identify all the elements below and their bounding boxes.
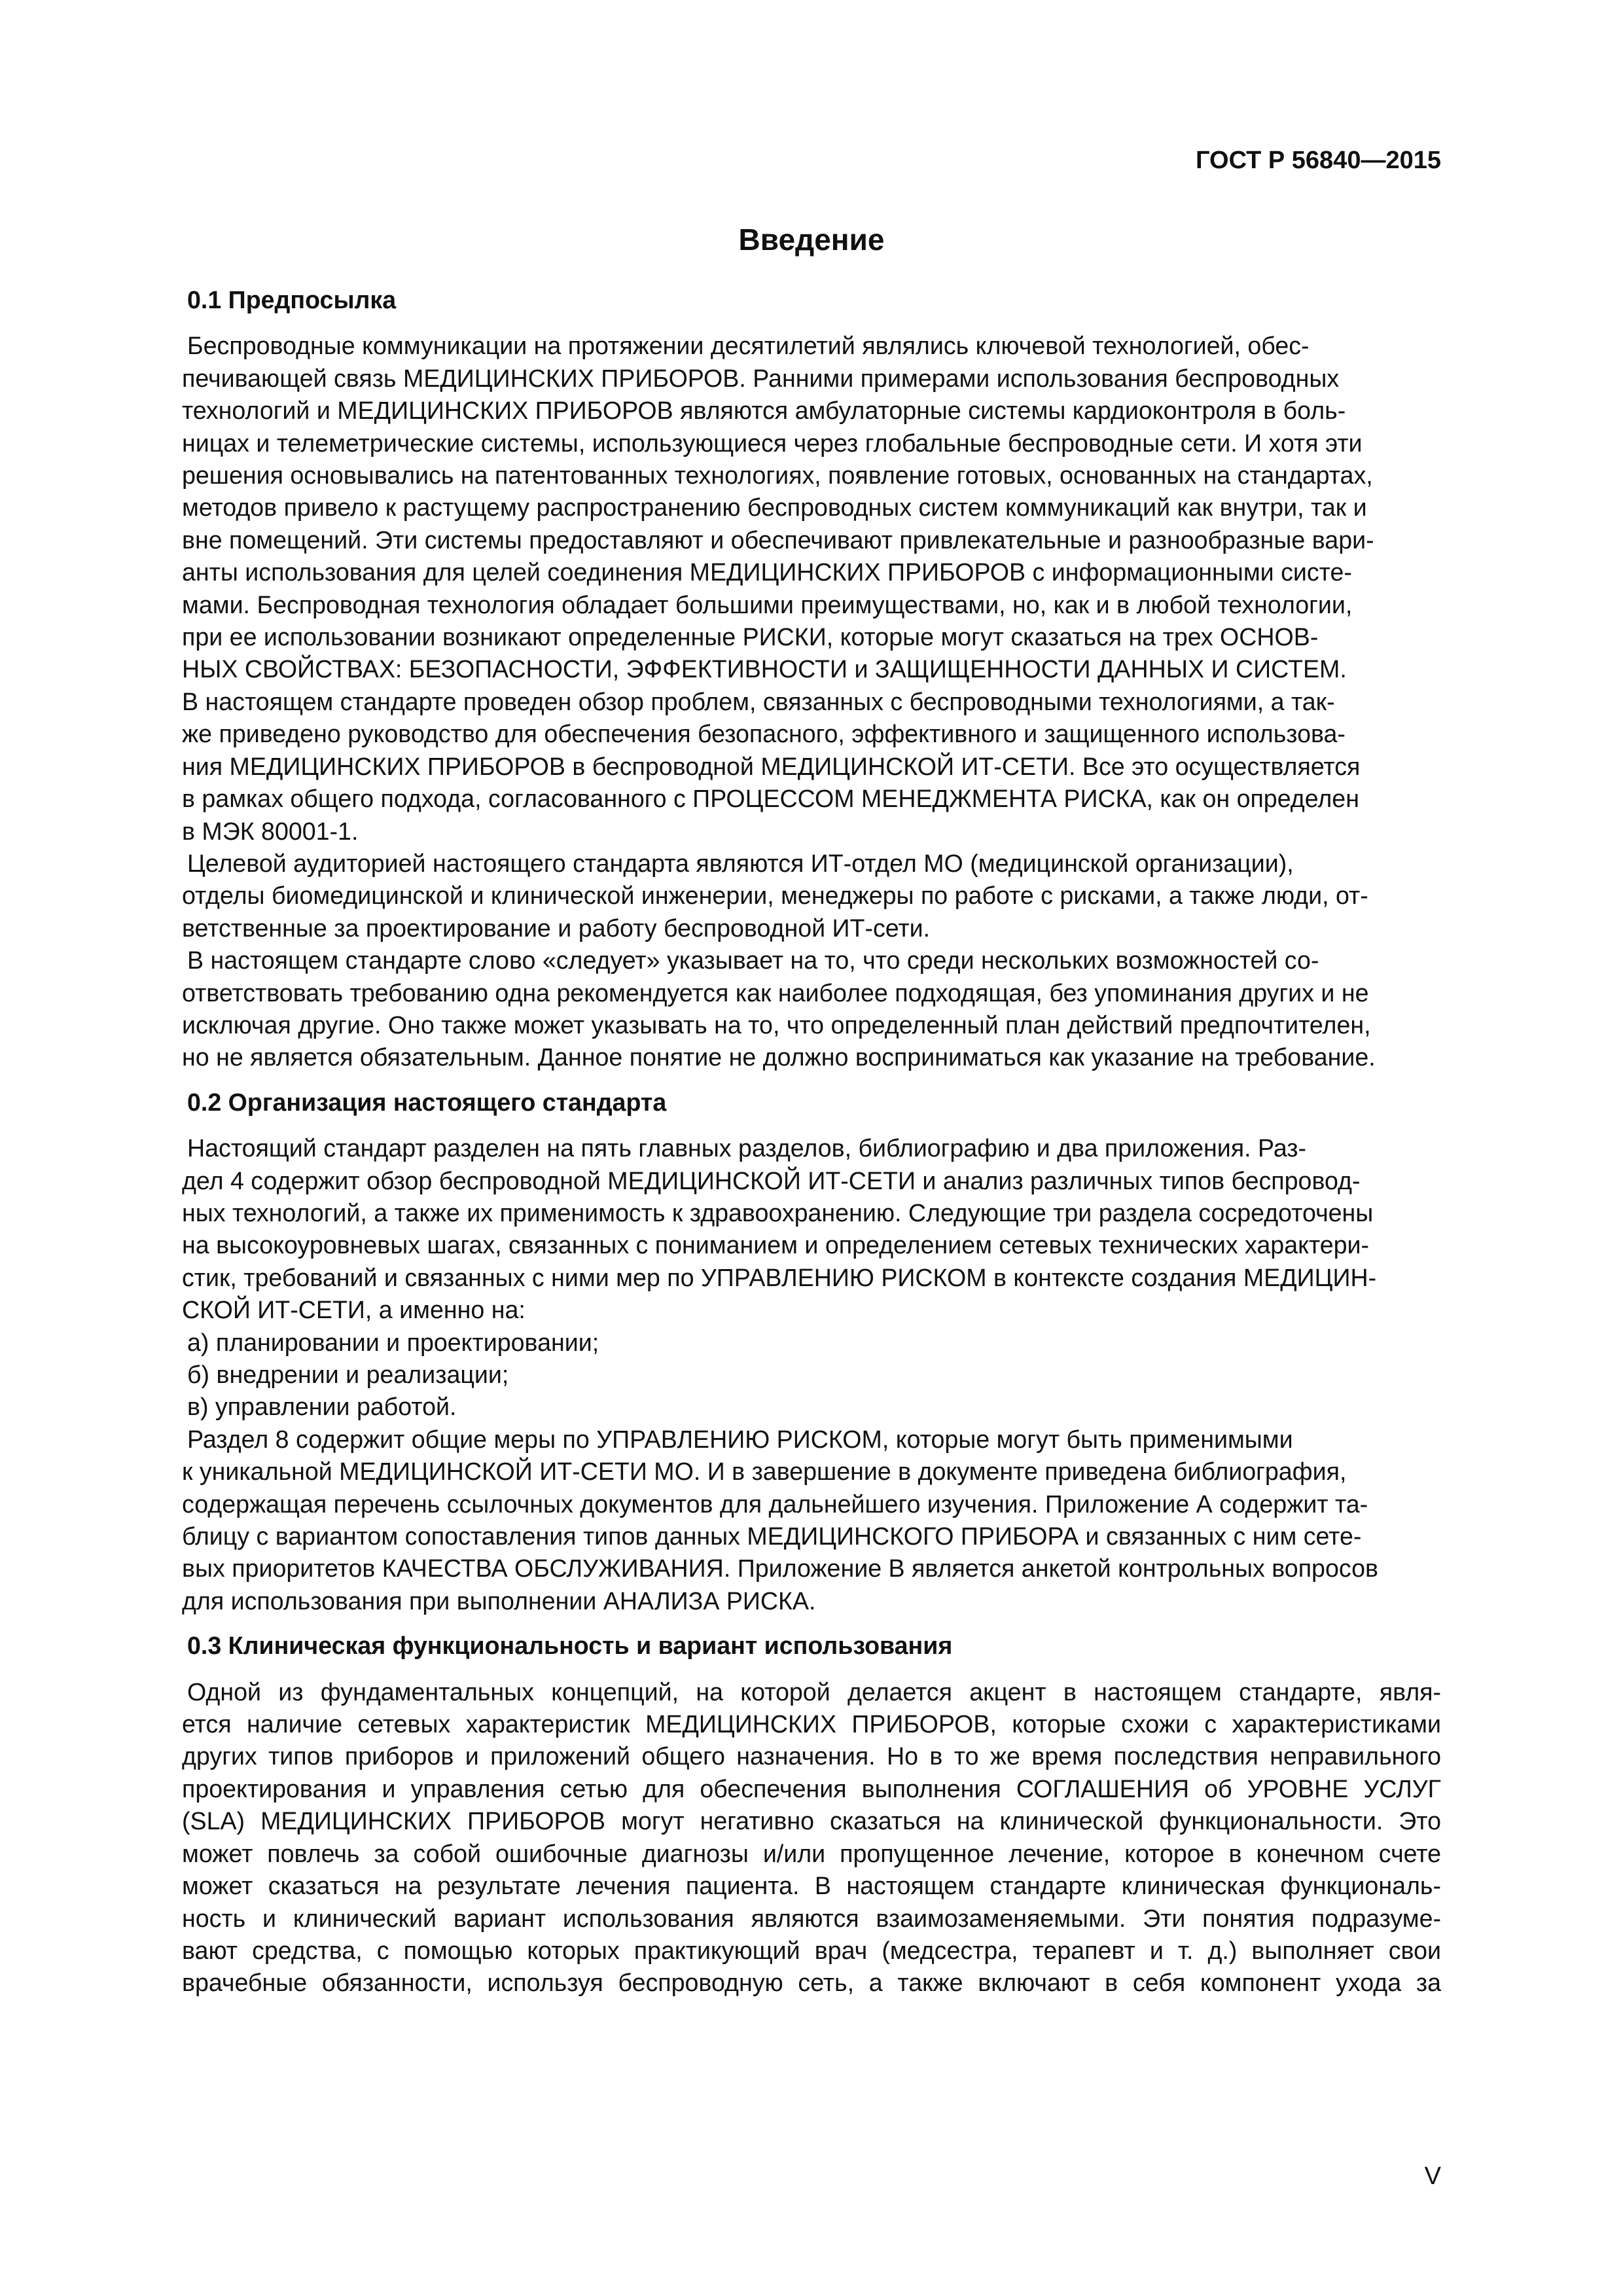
page-content: [182, 221, 1441, 2000]
section-0-3: [182, 1630, 1441, 1999]
section-0-2: [182, 1086, 1441, 1618]
paragraph: В настоящем стандарте слово «следует» указывает на то, что среди нескольких возможностей со- ответствовать требованию одна рекомендуется как наиболее подходящая, без упоминания других и не исключая другие. Оно также может указывать на то, что определенный план действий предпочтителен, но не является обязательным. Данное понятие не должно восприниматься как указание на требование.: [182, 946, 1376, 1071]
list-item: а) планировании и проектировании;: [187, 1328, 599, 1356]
section-heading: 0.2 Организация настоящего стандарта: [187, 1088, 667, 1116]
list-item: в) управлении работой.: [187, 1393, 457, 1421]
page-title: Введение: [738, 223, 885, 257]
paragraph: Одной из фундаментальных концепций, на которой делается акцент в настоящем стандарте, явля- ется наличие сетевых характеристик МЕДИЦИНСКИХ ПРИБОРОВ, которые схожи с характеристиками других типов приборов и приложений общего назначения. Но в то же время последствия неправильного проектирования и управления сетью для обеспечения выполнения СОГЛАШЕНИЯ об УРОВНЕ УСЛУГ (SLA) МЕДИЦИНСКИХ ПРИБОРОВ могут негативно сказаться на клинической функциональности. Это может повлечь за собой ошибочные диагнозы и/или пропущенное лечение, которое в конечном счете может сказаться на результате лечения пациента. В настоящем стандарте клиническая функциональ- ность и клинический вариант использования являются взаимозаменяемыми. Эти понятия подразуме- вают средства, с помощью которых практикующий врач (медсестра, терапевт и т. д.) выполняет свои врачебные обязанности, используя беспроводную сеть, а также включают в себя компонент ухода за: [182, 1677, 1441, 1997]
section-heading: 0.1 Предпосылка: [187, 286, 397, 314]
page-number: V: [1424, 2162, 1441, 2190]
paragraph: Беспроводные коммуникации на протяжении десятилетий являлись ключевой технологией, обес- печивающей связь МЕДИЦИНСКИХ ПРИБОРОВ. Ранними примерами использования беспроводных технологий и МЕДИЦИНСКИХ ПРИБОРОВ являются амбулаторные системы кардиоконтроля в боль- ницах и телеметрические системы, использующиеся через глобальные беспроводные сети. И хотя эти решения основывались на патентованных технологиях, появление готовых, основанных на стандартах, методов привело к растущему распространению беспроводных систем коммуникаций как внутри, так и вне помещений. Эти системы предоставляют и обеспечивают привлекательные и разнообразные вари- анты использования для целей соединения МЕДИЦИНСКИХ ПРИБОРОВ с информационными систе- мами. Беспроводная технология обладает большими преимуществами, но, как и в любой технологии, при ее использовании возникают определенные РИСКИ, которые могут сказаться на трех ОСНОВ- НЫХ СВОЙСТВАХ: БЕЗОПАСНОСТИ, ЭФФЕКТИВНОСТИ и ЗАЩИЩЕННОСТИ ДАННЫХ И СИСТЕМ. В настоящем стандарте проведен обзор проблем, связанных с беспроводными технологиями, а так- же приведено руководство для обеспечения безопасного, эффективного и защищенного использова- ния МЕДИЦИНСКИХ ПРИБОРОВ в беспроводной МЕДИЦИНСКОЙ ИТ-СЕТИ. Все это осуществляется в рамках общего подхода, согласованного с ПРОЦЕССОМ МЕНЕДЖМЕНТА РИСКА, как он определен в МЭК 80001-1.: [182, 332, 1374, 845]
paragraph: Раздел 8 содержит общие меры по УПРАВЛЕНИЮ РИСКОМ, которые могут быть применимыми к уникальной МЕДИЦИНСКОЙ ИТ-СЕТИ МО. И в завершение в документе приведена библиография, содержащая перечень ссылочных документов для дальнейшего изучения. Приложение А содержит та- блицу с вариантом сопоставления типов данных МЕДИЦИНСКОГО ПРИБОРА и связанных с ним сете- вых приоритетов КАЧЕСТВА ОБСЛУЖИВАНИЯ. Приложение В является анкетой контрольных вопросов для использования при выполнении АНАЛИЗА РИСКА.: [182, 1425, 1378, 1615]
paragraph: Настоящий стандарт разделен на пять главных разделов, библиографию и два приложения. Раз- дел 4 содержит обзор беспроводной МЕДИЦИНСКОЙ ИТ-СЕТИ и анализ различных типов беспровод- ных технологий, а также их применимость к здравоохранению. Следующие три раздела сосредоточены на высокоуровневых шагах, связанных с пониманием и определением сетевых технических характери- стик, требований и связанных с ними мер по УПРАВЛЕНИЮ РИСКОМ в контексте создания МЕДИЦИН- СКОЙ ИТ-СЕТИ, а именно на:: [182, 1134, 1377, 1324]
section-0-1: [182, 284, 1441, 1074]
section-heading: 0.3 Клиническая функциональность и вариант использования: [187, 1632, 953, 1660]
list-item: б) внедрении и реализации;: [187, 1361, 509, 1388]
document-id-header: ГОСТ Р 56840—2015: [1196, 147, 1441, 174]
paragraph: Целевой аудиторией настоящего стандарта являются ИТ-отдел МО (медицинской организации), отделы биомедицинской и клинической инженерии, менеджеры по работе с рисками, а также люди, от- ветственные за проектирование и работу беспроводной ИТ-сети.: [182, 849, 1368, 942]
implementation-steps-list: [182, 1327, 1441, 1424]
